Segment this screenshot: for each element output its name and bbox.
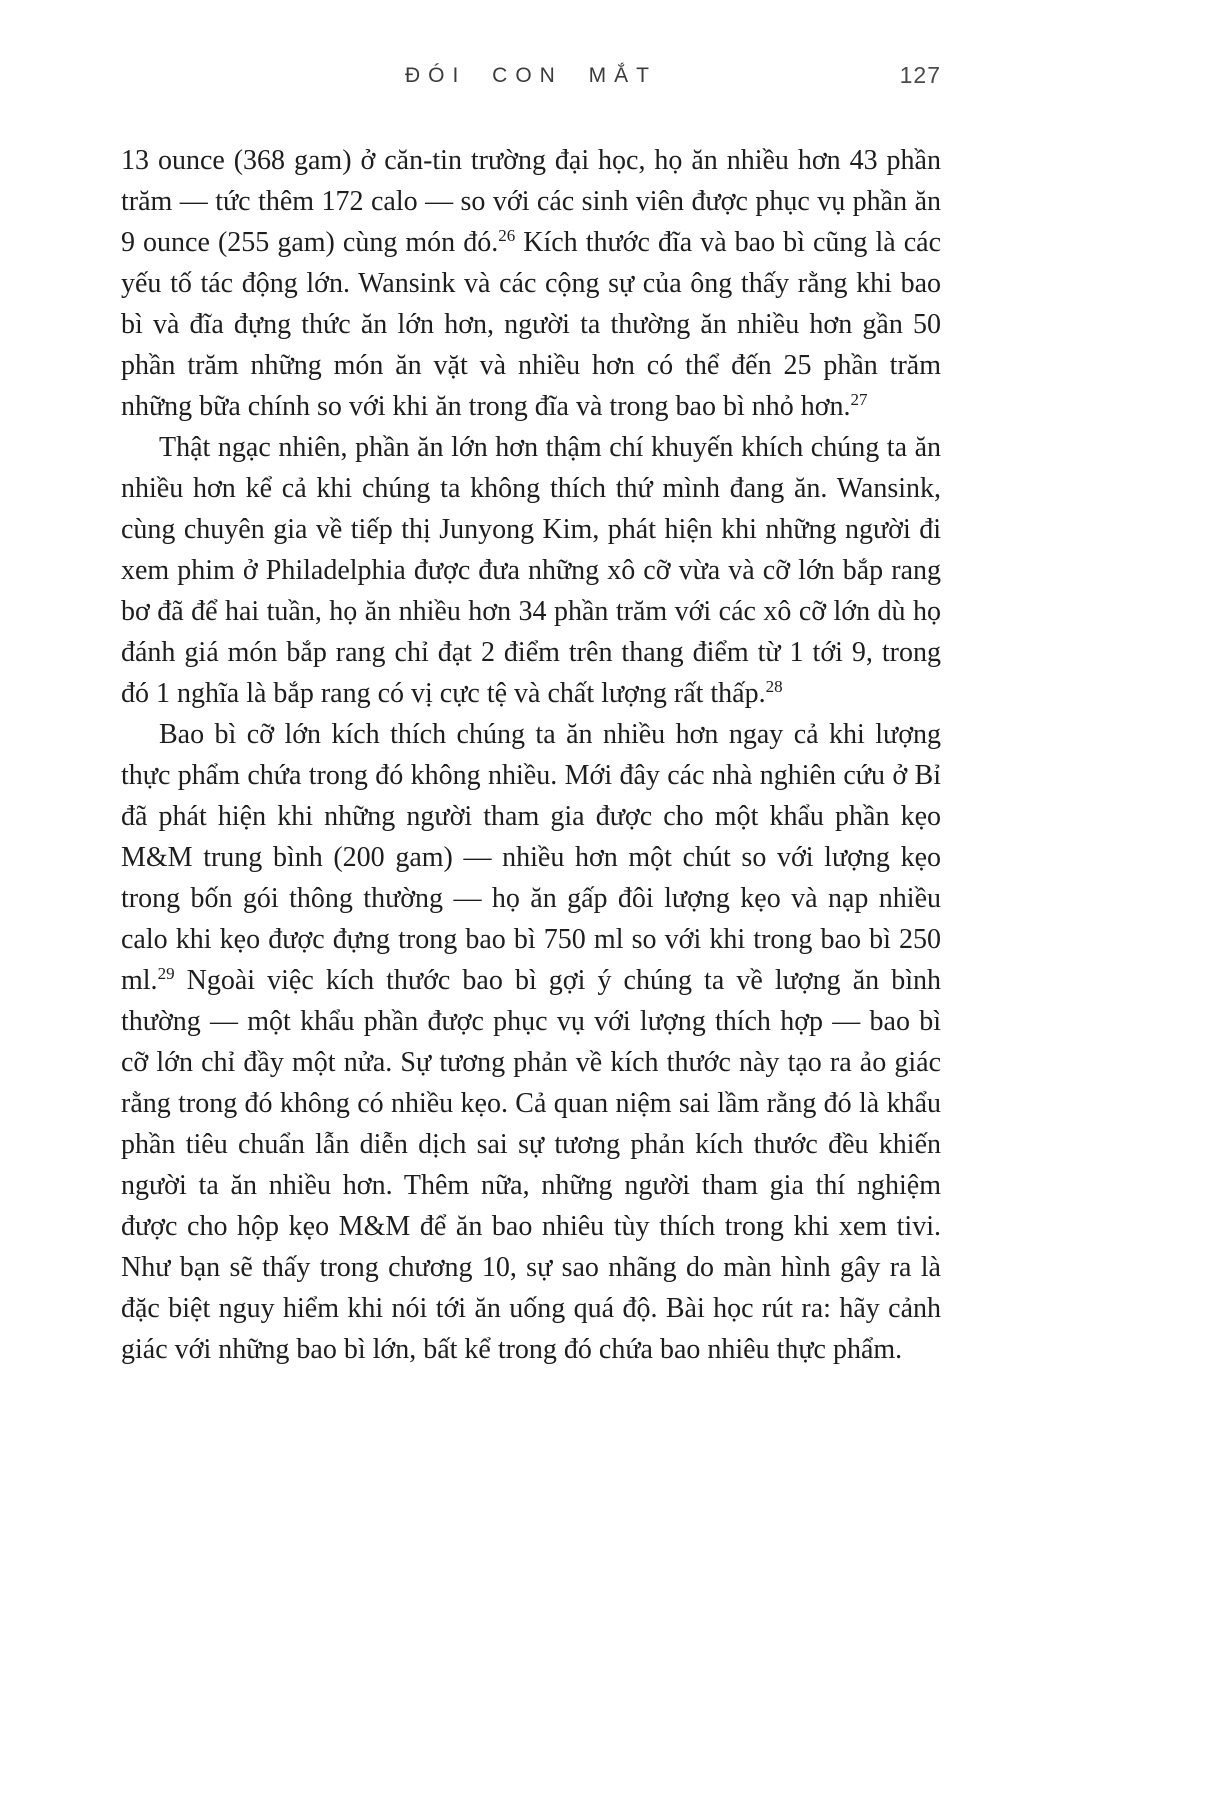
footnote-reference: 28 bbox=[765, 677, 783, 696]
paragraph-text: Thật ngạc nhiên, phần ăn lớn hơn thậm chí khuyến khích chúng ta ăn nhiều hơn kể cả khi chúng ta không thích thứ mình đang ăn. Wansink, cùng chuyên gia về tiếp thị Junyong Kim, phát hiện khi những người đi xem phim ở Philadelphia được đưa những xô cỡ vừa và cỡ lớn bắp rang bơ đã để hai tuần, họ ăn nhiều hơn 34 phần trăm với các xô cỡ lớn dù họ đánh giá món bắp rang chỉ đạt 2 điểm trên thang điểm từ 1 tới 9, trong đó 1 nghĩa là bắp rang có vị cực tệ và chất lượng rất thấp. bbox=[121, 432, 941, 709]
footnote-reference: 27 bbox=[850, 390, 868, 409]
footnote-reference: 29 bbox=[157, 964, 175, 983]
paragraph bbox=[121, 427, 941, 714]
page-header bbox=[121, 64, 941, 96]
paragraph bbox=[121, 714, 941, 1370]
paragraph bbox=[121, 140, 941, 427]
footnote-reference: 26 bbox=[498, 226, 516, 245]
page-number: 127 bbox=[899, 62, 941, 88]
page-body bbox=[121, 140, 941, 1370]
text-column bbox=[121, 64, 941, 1370]
paragraph-text: Kích thước đĩa và bao bì cũng là các yếu tố tác động lớn. Wansink và các cộng sự của ông thấy rằng khi bao bì và đĩa đựng thức ăn lớn hơn, người ta thường ăn nhiều hơn gần 50 phần trăm những món ăn vặt và nhiều hơn có thể đến 25 phần trăm những bữa chính so với khi ăn trong đĩa và trong bao bì nhỏ hơn. bbox=[121, 227, 941, 422]
running-title: ĐÓI CON MẮT bbox=[405, 64, 657, 87]
paragraph-text: Bao bì cỡ lớn kích thích chúng ta ăn nhiều hơn ngay cả khi lượng thực phẩm chứa trong đó không nhiều. Mới đây các nhà nghiên cứu ở Bỉ đã phát hiện khi những người tham gia được cho một khẩu phần kẹo M&M trung bình (200 gam) — nhiều hơn một chút so với lượng kẹo trong bốn gói thông thường — họ ăn gấp đôi lượng kẹo và nạp nhiều calo khi kẹo được đựng trong bao bì 750 ml so với khi trong bao bì 250 ml. bbox=[121, 719, 941, 996]
paragraph-text: Ngoài việc kích thước bao bì gợi ý chúng ta về lượng ăn bình thường — một khẩu phần được phục vụ với lượng thích hợp — bao bì cỡ lớn chỉ đầy một nửa. Sự tương phản về kích thước này tạo ra ảo giác rằng trong đó không có nhiều kẹo. Cả quan niệm sai lầm rằng đó là khẩu phần tiêu chuẩn lẫn diễn dịch sai sự tương phản kích thước đều khiến người ta ăn nhiều hơn. Thêm nữa, những người tham gia thí nghiệm được cho hộp kẹo M&M để ăn bao nhiêu tùy thích trong khi xem tivi. Như bạn sẽ thấy trong chương 10, sự sao nhãng do màn hình gây ra là đặc biệt nguy hiểm khi nói tới ăn uống quá độ. Bài học rút ra: hãy cảnh giác với những bao bì lớn, bất kể trong đó chứa bao nhiêu thực phẩm. bbox=[121, 965, 941, 1365]
paragraph-text: 13 ounce (368 gam) ở căn-tin trường đại học, họ ăn nhiều hơn 43 phần trăm — tức thêm 172 calo — so với các sinh viên được phục vụ phần ăn 9 ounce (255 gam) cùng món đó. bbox=[121, 145, 941, 258]
